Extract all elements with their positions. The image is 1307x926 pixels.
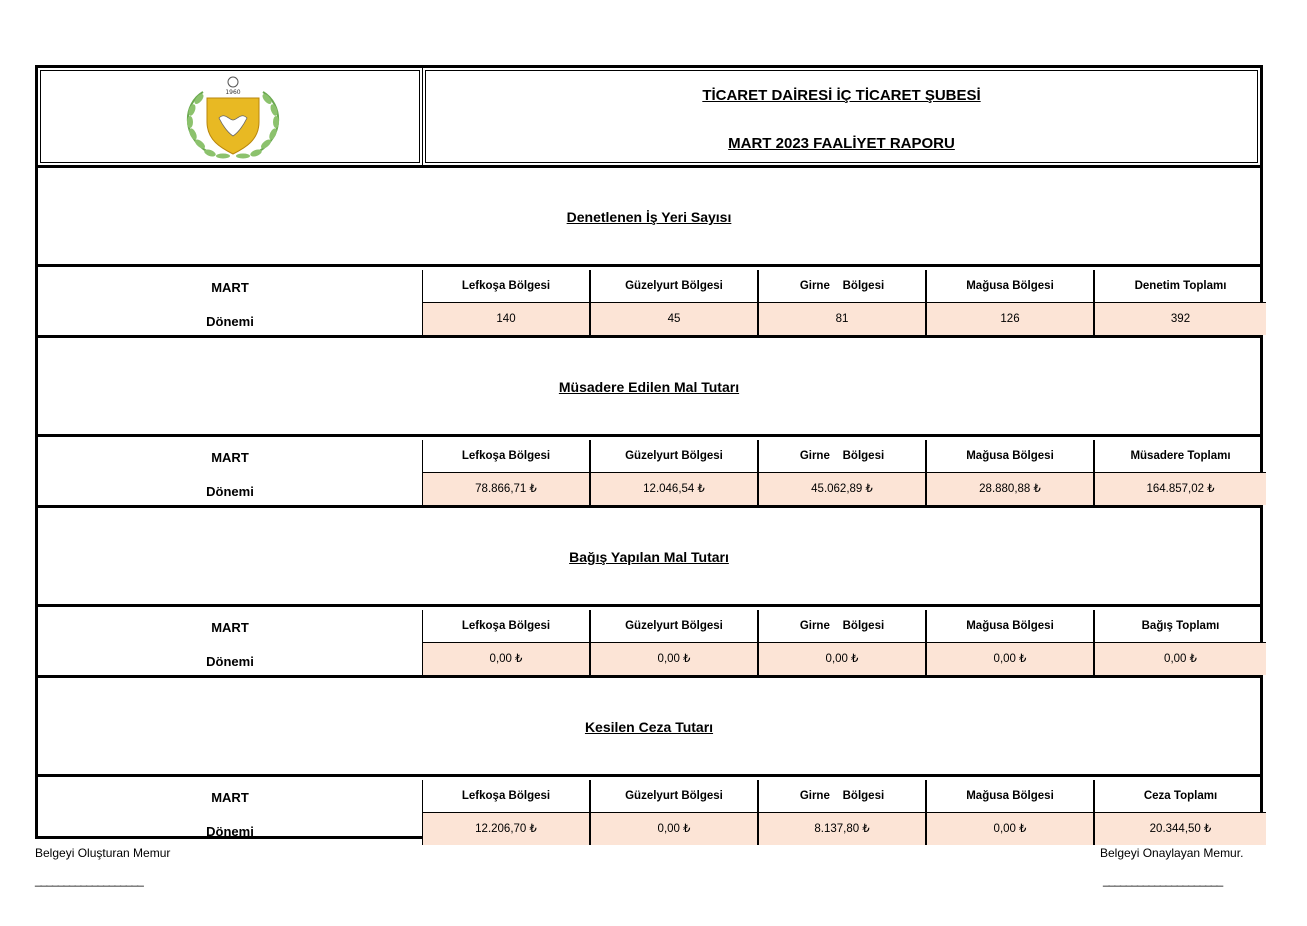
region-label: Güzelyurt Bölgesi [591,270,757,304]
region-value: 0,00 ₺ [927,813,1093,845]
section-table [38,440,1260,508]
section-title: Müsadere Edilen Mal Tutarı [558,379,740,395]
region-value: 0,00 ₺ [927,643,1093,675]
region-cell [1095,780,1266,845]
section-title-row [38,338,1260,437]
region-value: 0,00 ₺ [759,643,925,675]
report-header [38,68,1260,168]
region-cell [927,610,1095,675]
region-value: 20.344,50 ₺ [1095,813,1266,845]
creator-signature-line: ___________________ [35,873,143,887]
section-title: Kesilen Ceza Tutarı [584,719,714,735]
report-form [35,65,1263,839]
region-cell [423,780,591,845]
period-label: Dönemi [206,654,254,669]
region-cell [927,440,1095,505]
period-label: Dönemi [206,314,254,329]
report-subtitle: MART 2023 FAALİYET RAPORU [728,135,955,152]
region-cell [759,780,927,845]
region-value: 12.046,54 ₺ [591,473,757,505]
region-value: 28.880,88 ₺ [927,473,1093,505]
region-cell [759,440,927,505]
region-cell [423,440,591,505]
region-label: Girne Bölgesi [759,440,925,474]
region-value: 0,00 ₺ [591,813,757,845]
approver-signature-line: _____________________ [1103,873,1223,887]
region-label: Güzelyurt Bölgesi [591,780,757,814]
region-cell [591,270,759,335]
region-value: 81 [759,303,925,335]
region-value: 12.206,70 ₺ [423,813,589,845]
logo-cell [38,68,423,165]
section-title: Bağış Yapılan Mal Tutarı [569,549,729,565]
region-label: Girne Bölgesi [759,270,925,304]
section-title-row [38,678,1260,777]
region-label: Bağış Toplamı [1095,610,1266,644]
title-cell [423,68,1260,165]
region-label: Lefkoşa Bölgesi [423,440,589,474]
region-label: Güzelyurt Bölgesi [591,440,757,474]
region-value: 8.137,80 ₺ [759,813,925,845]
region-value: 126 [927,303,1093,335]
period-cell [38,610,423,675]
region-label: Denetim Toplamı [1095,270,1266,304]
region-cell [1095,270,1266,335]
period-label: Dönemi [206,484,254,499]
region-cell [591,440,759,505]
creator-signature-label: Belgeyi Oluşturan Memur [35,846,171,860]
emblem-year: 1960 [225,89,241,96]
report-title: TİCARET DAİRESİ İÇ TİCARET ŞUBESİ [702,87,981,104]
region-cell [759,270,927,335]
period-cell [38,780,423,845]
region-value: 0,00 ₺ [423,643,589,675]
region-value: 45 [591,303,757,335]
region-value: 0,00 ₺ [1095,643,1266,675]
region-label: Lefkoşa Bölgesi [423,610,589,644]
region-value: 164.857,02 ₺ [1095,473,1266,505]
region-label: Ceza Toplamı [1095,780,1266,814]
region-value: 392 [1095,303,1266,335]
region-label: Girne Bölgesi [759,610,925,644]
region-value: 45.062,89 ₺ [759,473,925,505]
section-title: Denetlenen İş Yeri Sayısı [566,209,732,225]
region-value: 78.866,71 ₺ [423,473,589,505]
region-label: Müsadere Toplamı [1095,440,1266,474]
section-table [38,270,1260,338]
region-cell [591,610,759,675]
period-month: MART [211,450,249,465]
region-label: Mağusa Bölgesi [927,610,1093,644]
region-label: Güzelyurt Bölgesi [591,610,757,644]
region-value: 0,00 ₺ [591,643,757,675]
region-label: Lefkoşa Bölgesi [423,270,589,304]
region-cell [591,780,759,845]
period-cell [38,270,423,335]
section-title-row [38,168,1260,267]
region-cell [927,780,1095,845]
region-label: Mağusa Bölgesi [927,270,1093,304]
region-label: Lefkoşa Bölgesi [423,780,589,814]
period-cell [38,440,423,505]
section-table [38,780,1260,848]
region-value: 140 [423,303,589,335]
region-cell [423,270,591,335]
region-cell [759,610,927,675]
section-table [38,610,1260,678]
region-label: Mağusa Bölgesi [927,440,1093,474]
approver-signature-label: Belgeyi Onaylayan Memur. [1100,846,1244,860]
period-month: MART [211,790,249,805]
emblem-logo [163,74,303,164]
region-label: Girne Bölgesi [759,780,925,814]
region-label: Mağusa Bölgesi [927,780,1093,814]
region-cell [1095,440,1266,505]
period-label: Dönemi [206,824,254,839]
region-cell [1095,610,1266,675]
section-title-row [38,508,1260,607]
region-cell [423,610,591,675]
period-month: MART [211,620,249,635]
period-month: MART [211,280,249,295]
region-cell [927,270,1095,335]
